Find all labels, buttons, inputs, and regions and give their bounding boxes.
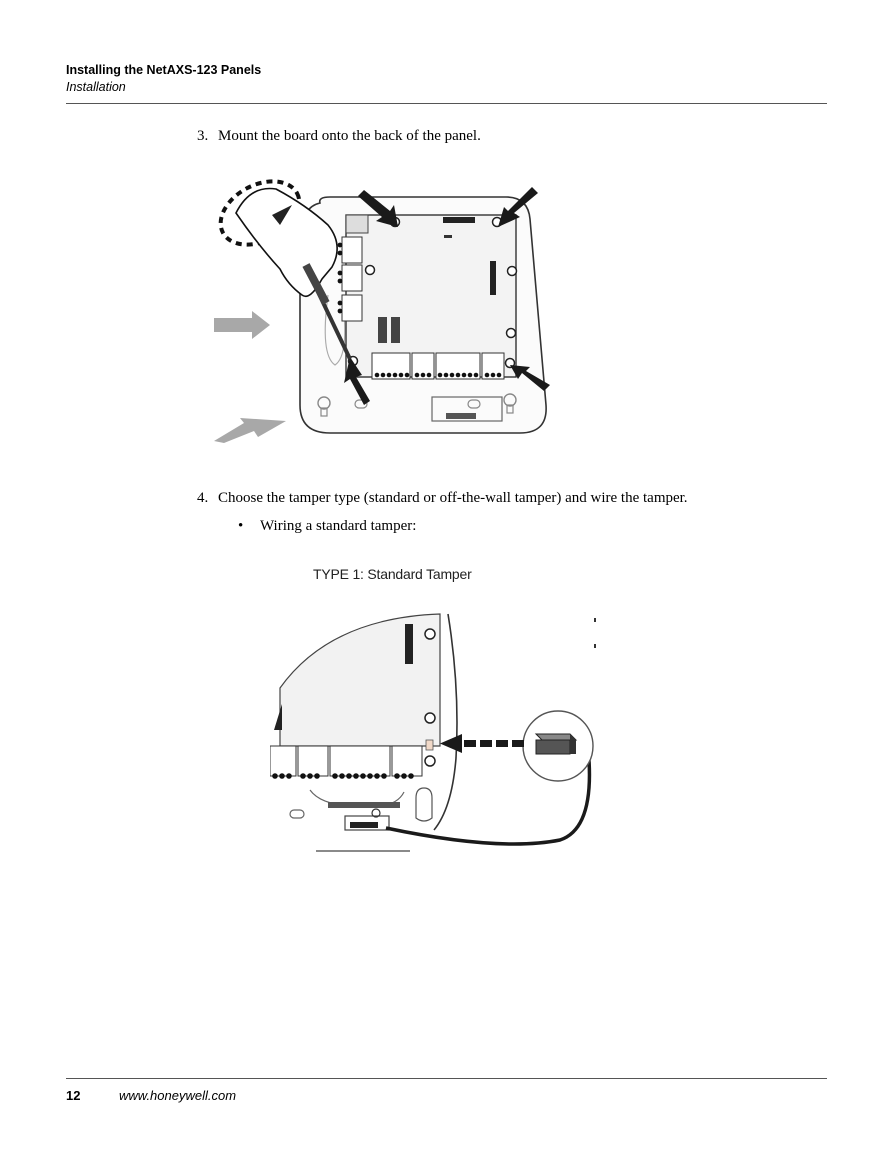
footer-url: www.honeywell.com: [119, 1088, 237, 1103]
step-3: [197, 128, 481, 145]
running-header-title: Installing the NetAXS-123 Panels: [66, 63, 262, 77]
header-rule: [66, 103, 827, 104]
bullet-text: Wiring a standard tamper:: [260, 518, 417, 534]
step-text: Mount the board onto the back of the panel.: [218, 128, 481, 144]
bullet-standard-tamper: [238, 518, 416, 535]
mount-board-figure: [210, 175, 560, 445]
step-text: Choose the tamper type (standard or off-the-wall tamper) and wire the tamper.: [218, 490, 688, 506]
step-number: 4.: [197, 490, 209, 506]
standard-tamper-figure: [270, 608, 610, 858]
step-4: [197, 490, 688, 507]
step-number: 3.: [197, 128, 209, 144]
figure-title: TYPE 1: Standard Tamper: [313, 566, 472, 582]
running-header-subtitle: Installation: [66, 80, 126, 94]
footer-rule: [66, 1078, 827, 1079]
bullet-symbol: •: [238, 518, 244, 534]
page-number: 12: [66, 1088, 81, 1103]
